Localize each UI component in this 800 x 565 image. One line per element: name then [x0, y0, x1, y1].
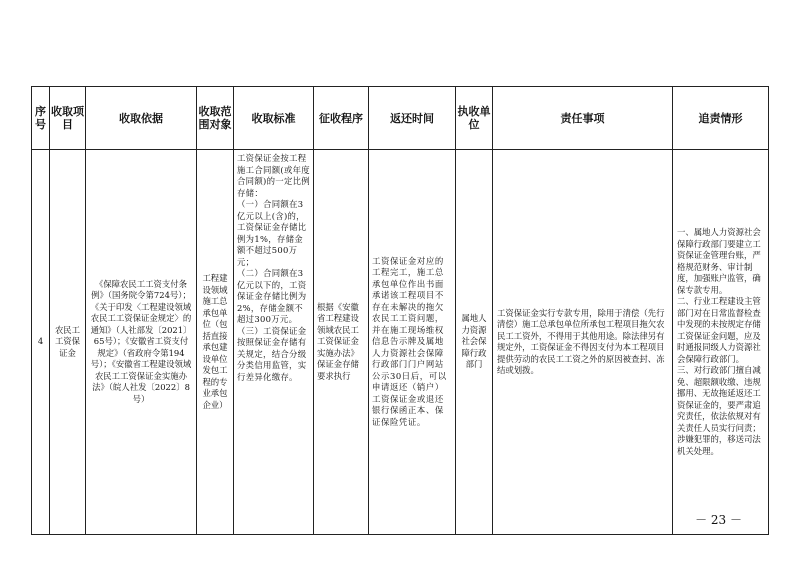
page-number: － 23 －: [695, 513, 742, 527]
fee-table: [31, 86, 769, 535]
header-pursue: 追责情形: [673, 87, 769, 150]
cell-return-time: 工资保证金对应的工程完工，施工总承包单位作出书面承诺该工程项目不存在未解决的拖欠农民工工资问题，并在施工现场维权信息告示牌及属地人力资源社会保障行政部门门户网站公示30日后，可以申请返还（销户）工资保证金或退还银行保函正本、保证保险凭证。: [369, 150, 456, 535]
header-procedure: 征收程序: [314, 87, 369, 150]
standard-clause-2: （二）合同额在3亿元以下的，工资保证金存储比例为2%，存储金额不超过300万元。: [237, 268, 307, 324]
pursue-clause-3: 三、对行政部门擅自减免、超限额收缴、违规挪用、无故拖延返还工资保证金的，要严肃追究责任，依法依规对有关责任人员实行问责；涉嫌犯罪的，移送司法机关处理。: [677, 365, 761, 456]
header-scope: 收取范围对象: [197, 87, 234, 150]
cell-basis: 《保障农民工工资支付条例》（国务院令第724号）；《关于印发〈工程建设领域农民工工资保证金规定〉的通知》（人社部发〔2021〕65号）；《安徽省工资支付规定》（省政府令第194号）；《安徽省工程建设领域农民工工资保证金实施办法》（皖人社发〔2022〕8号）: [86, 150, 197, 535]
cell-pursue: [673, 150, 769, 535]
header-unit: 执收单位: [456, 87, 493, 150]
cell-duty: 工资保证金实行专款专用，除用于清偿（先行清偿）施工总承包单位所承包工程项目拖欠农民工工资外，不得用于其他用途。除法律另有规定外，工资保证金不得因支付为本工程项目提供劳动的农民工工资之外的原因被查封、冻结或划拨。: [493, 150, 673, 535]
standard-intro: 工资保证金按工程施工合同额(或年度合同额)的一定比例存储：: [237, 153, 310, 198]
header-item: 收取项目: [50, 87, 86, 150]
standard-clause-3: （三）工资保证金按照保证金存储有关规定，结合分级分类信用监管，实行差异化缴存。: [237, 325, 307, 382]
cell-unit: 属地人力资源社会保障行政部门: [456, 150, 493, 535]
header-return-time: 返还时间: [369, 87, 456, 150]
standard-clause-1: （一）合同额在3亿元以上(含)的，工资保证金存储比例为1%，存储金额不超过500万元；: [237, 199, 307, 267]
cell-item: 农民工工资保证金: [50, 150, 86, 535]
pursue-clause-1: 一、属地人力资源社会保障行政部门要建立工资保证金管理台账，严格规范财务、审计制度，加强账户监管，确保专款专用。: [677, 227, 761, 295]
cell-scope: 工程建设领域施工总承包单位（包括直接承包建设单位发包工程的专业承包企业）: [197, 150, 234, 535]
cell-standard: [234, 150, 314, 535]
header-basis: 收取依据: [86, 87, 197, 150]
header-duty: 责任事项: [493, 87, 673, 150]
header-row: [32, 87, 769, 150]
pursue-clause-2: 二、行业工程建设主管部门对在日常监督检查中发现的未按规定存储工资保证金问题，应及时通报同级人力资源社会保障行政部门。: [677, 296, 761, 364]
table-row: [32, 150, 769, 535]
cell-seq: 4: [32, 150, 50, 535]
header-standard: 收取标准: [234, 87, 314, 150]
header-seq: 序号: [32, 87, 50, 150]
cell-procedure: 根据《安徽省工程建设领域农民工工资保证金实施办法》保证金存储要求执行: [314, 150, 369, 535]
